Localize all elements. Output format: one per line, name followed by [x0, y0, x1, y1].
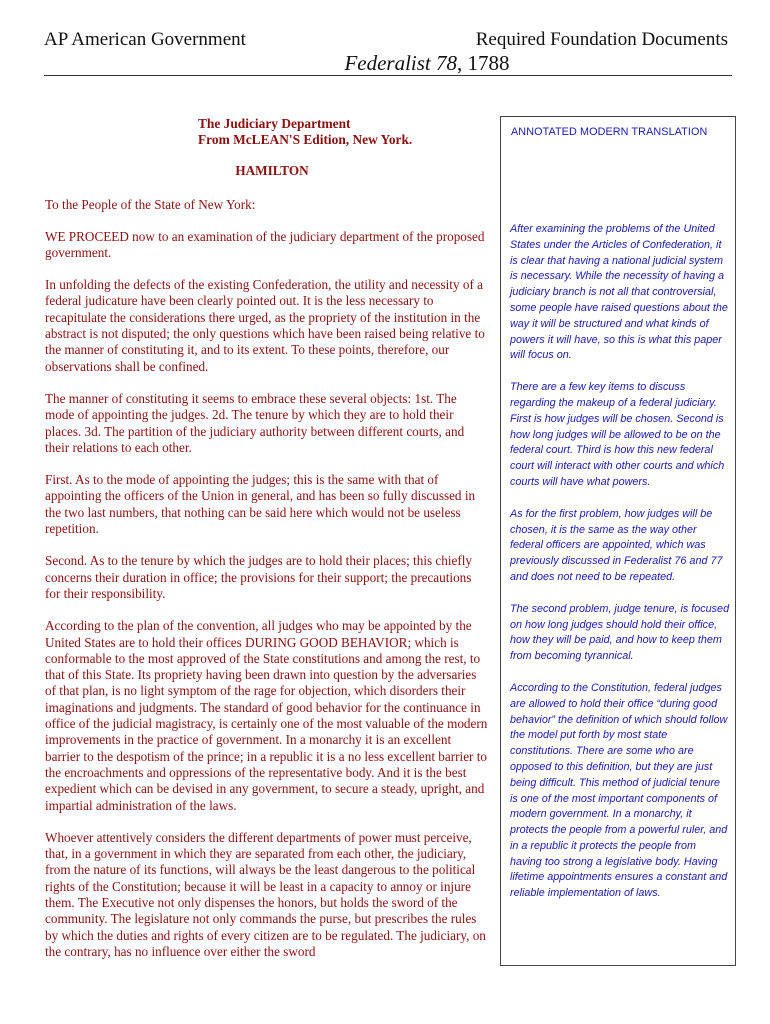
- translation-paragraph: The second problem, judge tenure, is focused on how long judges should hold their office, how they will be paid, and how to keep them from becoming tyrannical.: [510, 602, 730, 663]
- original-text-column: [45, 116, 489, 976]
- salutation: To the People of the State of New York:: [45, 197, 256, 213]
- translation-paragraph: As for the first problem, how judges will be chosen, it is the same as the way other federal officers are appointed, which was previously discussed in Federalist 76 and 77 and does not need to be repeated.: [510, 507, 723, 583]
- document-title-name: Federalist 78: [344, 51, 458, 75]
- heading-edition: From McLEAN'S Edition, New York.: [198, 132, 413, 147]
- heading-title: The Judiciary Department: [198, 116, 351, 131]
- section-title: Required Foundation Documents: [475, 29, 728, 50]
- translation-paragraph: According to the Constitution, federal judges are allowed to hold their office “during good behavior” the definition of which should follow the model put forth by most state constitutions. There are some who are opposed to this definition, but they are just being difficult. This method of judicial tenure is one of the most important components of modern government. In a monarchy, it protects the people from a powerful ruler, and in a republic it protects the people from having too strong a legislative body. Having lifetime appointments ensures a constant and reliable implementation of laws.: [510, 681, 728, 900]
- translation-paragraph: There are a few key items to discuss regarding the makeup of a federal judiciary. First is how judges will be chosen. Second is how long judges will be allowed to be on the federal court. Third is how this new federal court will interact with other courts and which courts will have what powers.: [510, 381, 725, 488]
- document-title-year: , 1788: [457, 51, 510, 75]
- original-paragraph: Second. As to the tenure by which the judges are to hold their places; this chiefly concerns their duration in office; the provisions for their support; the precautions for their responsibility.: [45, 553, 473, 601]
- original-paragraph: First. As to the mode of appointing the judges; this is the same with that of appointing the officers of the Union in general, and has been so fully discussed in the two last numbers, that nothing can be said here which would not be useless repetition.: [45, 472, 476, 537]
- translation-paragraph: After examining the problems of the United States under the Articles of Confederation, it is clear that having a national judicial system is necessary. While the necessity of having a judiciary branch is not all that controversial, some people have raised questions about the way it will be structured and what kinds of powers it will have, so this is what this paper will focus on.: [510, 223, 728, 362]
- original-paragraph: According to the plan of the convention, all judges who may be appointed by the United States are to hold their offices DURING GOOD BEHAVIOR; which is conformable to the most approved of the State constitutions and among the rest, to that of this State. Its propriety having been drawn into question by the adversaries of that plan, is no light symptom of the rage for objection, which disorders their imaginations and judgments. The standard of good behavior for the continuance in office of the judicial magistracy, is certainly one of the most valuable of the modern improvements in the practice of government. In a monarchy it is an excellent barrier to the despotism of the prince; in a republic it is a no less excellent barrier to the encroachments and oppressions of the representative body. And it is the best expedient which can be devised in any government, to secure a steady, upright, and impartial administration of the laws.: [45, 618, 488, 813]
- translation-box: [500, 116, 736, 966]
- original-heading: [198, 116, 489, 148]
- translation-header: ANNOTATED MODERN TRANSLATION: [511, 126, 708, 138]
- header-divider: [44, 75, 732, 76]
- course-title: AP American Government: [44, 29, 246, 50]
- author-name: HAMILTON: [235, 163, 309, 178]
- original-paragraph: In unfolding the defects of the existing Confederation, the utility and necessity of a federal judicature have been clearly pointed out. It is the less necessary to recapitulate the considerations there urged, as the propriety of the institution in the abstract is not disputed; the only questions which have been raised being relative to the manner of constituting it, and to its extent. To these points, therefore, our observations shall be confined.: [45, 277, 485, 374]
- document-title: [0, 51, 770, 76]
- original-paragraph: Whoever attentively considers the different departments of power must perceive, that, in a government in which they are separated from each other, the judiciary, from the nature of its functions, will always be the least dangerous to the political rights of the Constitution; because it will be least in a capacity to annoy or injure them. The Executive not only dispenses the honors, but holds the sword of the community. The legislature not only commands the purse, but prescribes the rules by which the duties and rights of every citizen are to be regulated. The judiciary, on the contrary, has no influence over either the sword: [45, 829, 486, 959]
- original-paragraph: The manner of constituting it seems to embrace these several objects: 1st. The mode of appointing the judges. 2d. The tenure by which they are to hold their places. 3d. The partition of the judiciary authority between different courts, and their relations to each other.: [45, 390, 465, 455]
- original-paragraph: WE PROCEED now to an examination of the judiciary department of the proposed government.: [45, 228, 485, 260]
